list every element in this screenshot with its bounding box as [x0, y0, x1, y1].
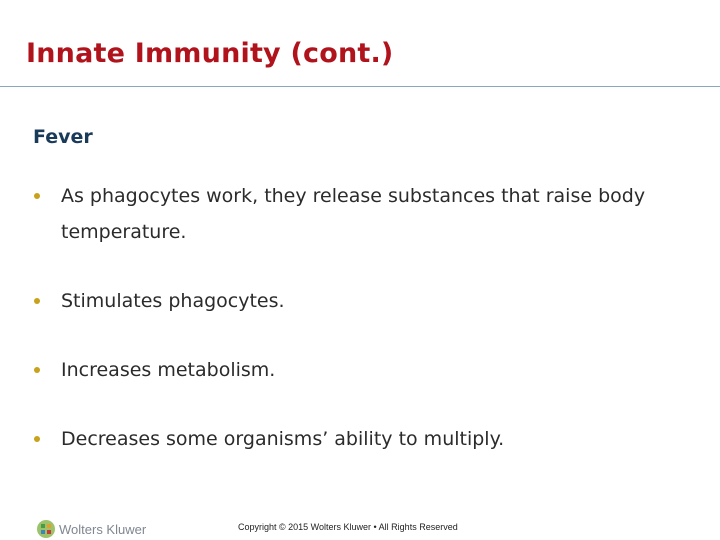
wolters-kluwer-logo-icon — [36, 519, 56, 539]
bullet-text: As phagocytes work, they release substances that raise body temperature. — [61, 185, 646, 243]
slide-subtitle: Fever — [33, 126, 93, 148]
bullet-item — [33, 421, 693, 457]
bullet-item — [33, 283, 693, 319]
bullet-dot-icon — [34, 367, 40, 373]
bullet-text: Increases metabolism. — [61, 359, 276, 381]
bullet-text: Decreases some organisms’ ability to multiply. — [61, 428, 505, 450]
bullet-text: Stimulates phagocytes. — [61, 290, 285, 312]
logo-text: Wolters Kluwer — [59, 521, 147, 537]
bullet-item — [33, 178, 693, 250]
title-divider — [0, 86, 720, 87]
bullet-list — [33, 178, 693, 490]
slide-title: Innate Immunity (cont.) — [26, 38, 394, 69]
copyright-notice: Copyright © 2015 Wolters Kluwer • All Rights Reserved — [238, 522, 458, 532]
bullet-dot-icon — [34, 193, 40, 199]
bullet-dot-icon — [34, 436, 40, 442]
footer-logo — [36, 518, 146, 540]
bullet-item — [33, 352, 693, 388]
bullet-dot-icon — [34, 298, 40, 304]
